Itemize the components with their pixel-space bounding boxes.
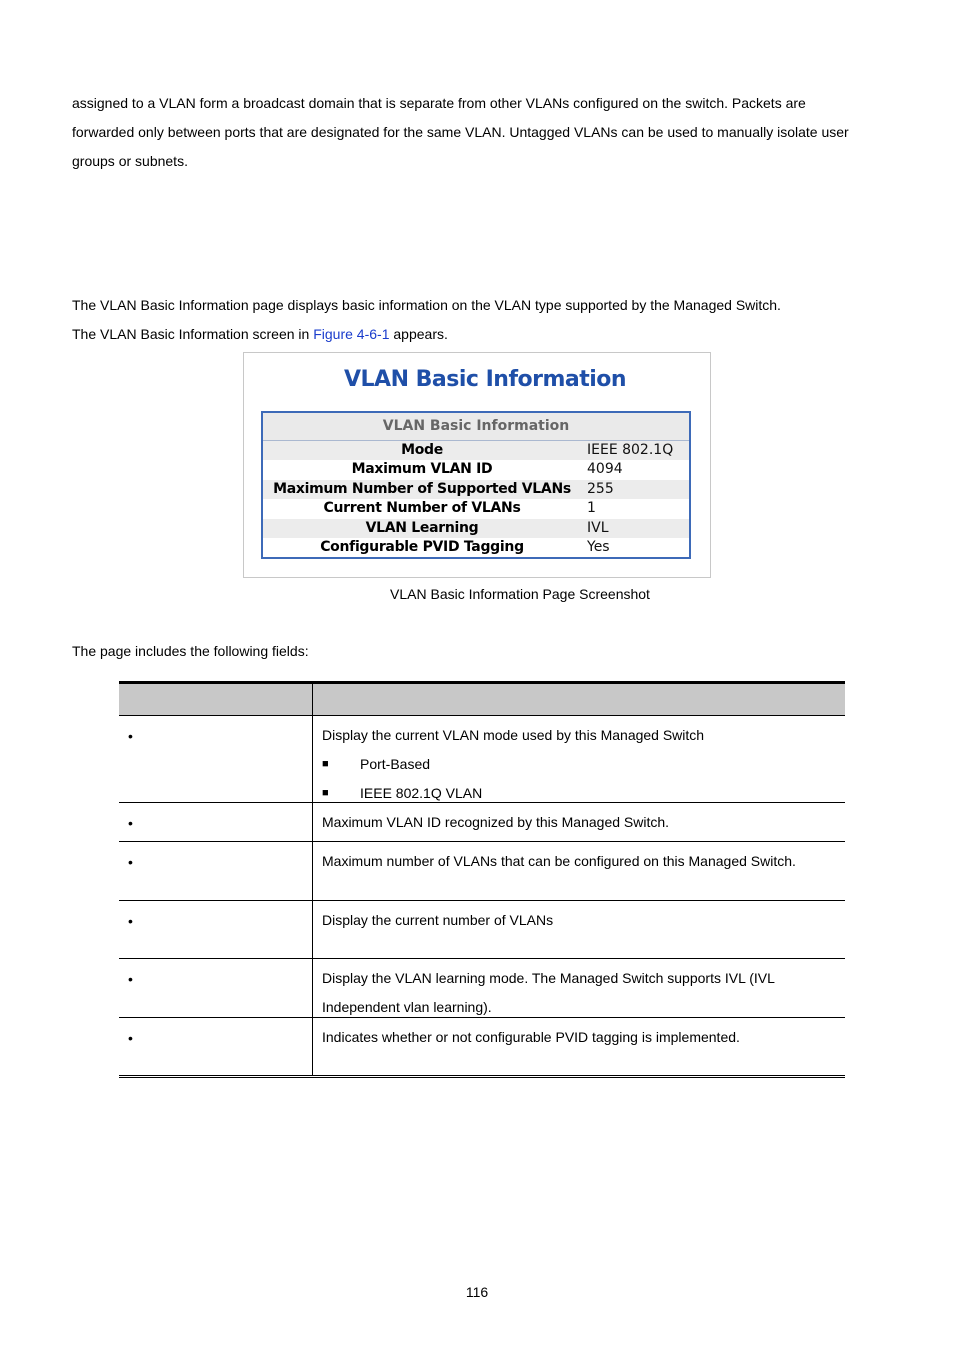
header-object-cell (119, 684, 313, 715)
vlan-info-row (263, 460, 689, 479)
vlan-info-table (261, 411, 691, 559)
bullet-icon: • (128, 913, 133, 929)
vlan-info-row (263, 480, 689, 499)
field-description: Display the current number of VLANs (322, 912, 554, 928)
screenshot-figure (243, 352, 711, 578)
object-cell (119, 959, 313, 1017)
description-cell (313, 901, 845, 958)
fields-table-header (119, 684, 845, 716)
row-value: 255 (587, 480, 614, 497)
sub-item-label: IEEE 802.1Q VLAN (360, 785, 483, 801)
table-row (119, 901, 845, 959)
description-cell (313, 842, 845, 900)
table-row (119, 1018, 845, 1075)
table-row (119, 716, 845, 803)
vlan-info-rows (263, 441, 689, 557)
field-description: Display the current VLAN mode used by this Managed Switch (322, 727, 705, 743)
row-key: Mode (401, 442, 443, 458)
object-cell (119, 901, 313, 958)
intro-line-2: forwarded only between ports that are designated for the same VLAN. Untagged VLANs can be used to manually isolate user (72, 124, 849, 140)
description-suffix: appears. (389, 326, 448, 342)
table-row (119, 842, 845, 901)
table-bottom-rule (119, 1075, 845, 1078)
sub-item (322, 750, 845, 779)
fields-intro: The page includes the following fields: (72, 643, 309, 659)
figure-link[interactable]: Figure 4-6-1 (313, 326, 390, 342)
intro-line-3: groups or subnets. (72, 153, 188, 169)
vlan-info-row (263, 499, 689, 518)
row-key: VLAN Learning (365, 519, 479, 536)
description-cell (313, 1018, 845, 1075)
field-description: Display the VLAN learning mode. The Managed Switch supports IVL (IVL Independent vlan learning). (322, 970, 775, 1015)
object-cell (119, 842, 313, 900)
bullet-icon: • (128, 854, 133, 870)
vlan-info-row (263, 441, 689, 460)
row-value: Yes (587, 538, 610, 555)
fields-table (119, 681, 845, 1078)
row-key: Current Number of VLANs (323, 500, 521, 517)
field-description: Maximum number of VLANs that can be configured on this Managed Switch. (322, 853, 796, 869)
page-number: 116 (465, 1284, 489, 1300)
row-value: 4094 (587, 461, 623, 478)
description-cell (313, 803, 845, 841)
description-cell (313, 716, 845, 802)
row-key: Maximum VLAN ID (351, 461, 493, 478)
row-value: IEEE 802.1Q (587, 442, 674, 458)
figure-title: VLAN Basic Information (344, 367, 627, 392)
table-row (119, 803, 845, 842)
row-key: Maximum Number of Supported VLANs (273, 480, 571, 497)
bullet-icon: • (128, 971, 133, 987)
bullet-icon: • (128, 815, 133, 831)
figure-caption: VLAN Basic Information Page Screenshot (390, 586, 650, 602)
object-cell (119, 716, 313, 802)
sub-item-label: Port-Based (360, 756, 431, 772)
description-line-1: The VLAN Basic Information page displays basic information on the VLAN type supported by the Managed Switch. (72, 297, 781, 313)
square-bullet-icon: ■ (322, 758, 329, 770)
object-cell (119, 803, 313, 841)
bullet-icon: • (128, 1030, 133, 1046)
bullet-icon: • (128, 728, 133, 744)
square-bullet-icon: ■ (322, 787, 329, 799)
table-row (119, 959, 845, 1018)
row-key: Configurable PVID Tagging (320, 538, 524, 555)
field-description: Maximum VLAN ID recognized by this Managed Switch. (322, 814, 670, 830)
description-prefix: The VLAN Basic Information screen in (72, 326, 314, 342)
object-cell (119, 1018, 313, 1075)
row-value: IVL (587, 519, 609, 536)
intro-line-1: assigned to a VLAN form a broadcast domain that is separate from other VLANs configured on the switch. Packets are (72, 95, 806, 111)
vlan-info-row (263, 538, 689, 557)
vlan-info-table-header: VLAN Basic Information (263, 413, 689, 441)
field-description: Indicates whether or not configurable PVID tagging is implemented. (322, 1029, 740, 1045)
description-cell (313, 959, 845, 1017)
description-line-2 (72, 320, 448, 349)
vlan-info-row (263, 519, 689, 538)
row-value: 1 (587, 500, 596, 517)
